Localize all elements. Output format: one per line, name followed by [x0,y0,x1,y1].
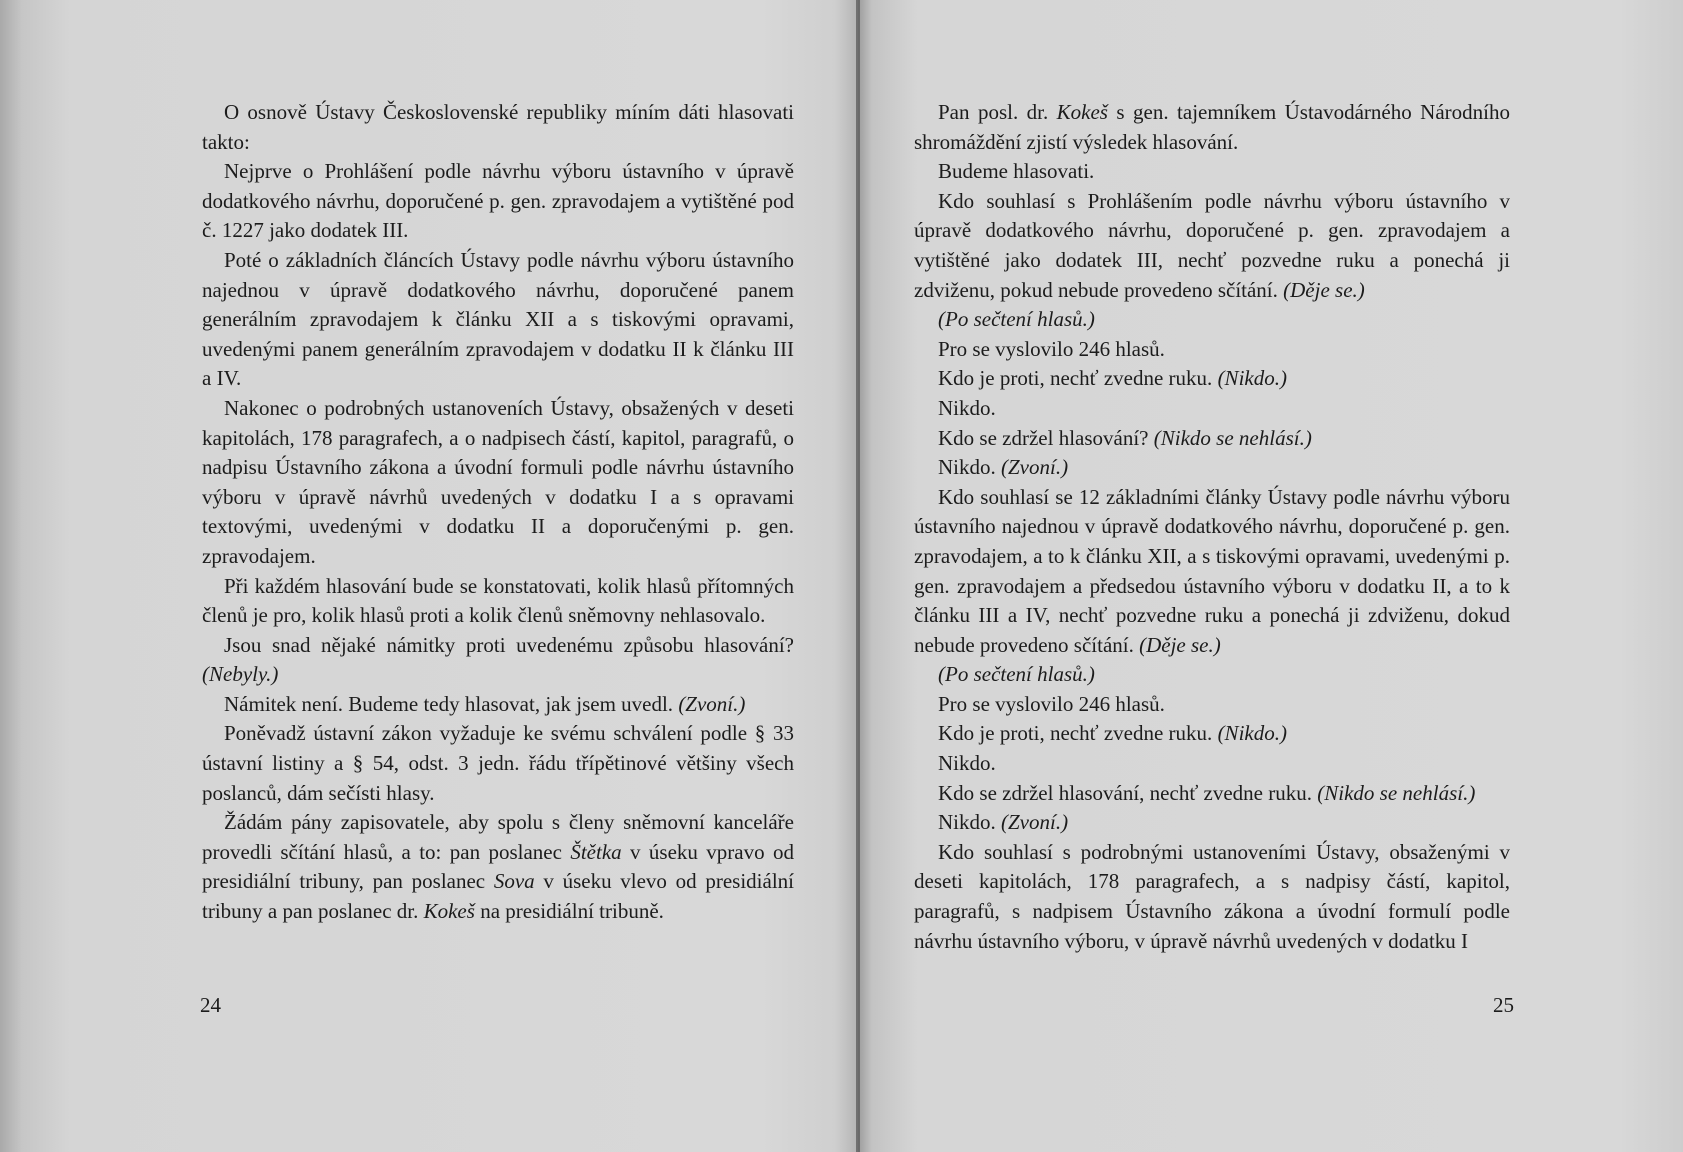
stage-direction: (Po sečtení hlasů.) [938,662,1095,687]
book-gutter [856,0,860,1152]
paragraph: Nikdo. (Zvoní.) [938,810,1069,835]
paragraph: O osnově Ústavy Československé republiky míním dáti hlasovati takto: [202,100,794,154]
paragraph: Nikdo. (Zvoní.) [938,455,1069,480]
paragraph: Žádám pány zapisovatele, aby spolu s členy sněmovní kanceláře provedli sčítání hlasů, a to: pan poslanec Štětka v úseku vpravo od presidiální tribuny, pan poslanec Sova v úseku vlevo od presidiální tribuny a pan poslanec dr. Kokeš na presidiální tribuně. [202,810,795,924]
paragraph: Nikdo. [938,751,996,776]
paragraph: Kdo souhlasí s podrobnými ustanoveními Ústavy, obsaženými v deseti kapitolách, 178 paragrafech, a s nadpisy částí, kapitol, paragrafů, s nadpisem Ústavního zákona a úvodní formulí podle návrhu ústavního výboru, v úpravě návrhů uvedených v dodatku I [914,839,1510,953]
paragraph: Při každém hlasování bude se konstatovati, kolik hlasů přítomných členů je pro, kolik hlasů proti a kolik členů sněmovny nehlasovalo. [202,573,794,628]
right-page [858,0,1683,1152]
left-page-text [202,98,794,927]
page-number: 25 [1493,993,1514,1017]
paragraph: Kdo souhlasí s Prohlášením podle návrhu výboru ústavního v úpravě dodatkového návrhu, doporučené p. gen. zpravodajem a vytištěné jako dodatek III, nechť pozvedne ruku a ponechá ji zdviženu, pokud nebude provedeno sčítání. (Děje se.) [914,188,1510,302]
paragraph: Kdo je proti, nechť zvedne ruku. (Nikdo.) [938,721,1287,746]
paragraph: Pro se vyslovilo 246 hlasů. [938,336,1165,361]
page-number: 24 [200,993,221,1017]
paragraph: Pro se vyslovilo 246 hlasů. [938,691,1165,716]
right-page-text [914,98,1510,956]
paragraph: Kdo souhlasí se 12 základními články Ústavy podle návrhu výboru ústavního najednou v úpravě dodatkového návrhu, doporučené p. gen. zpravodajem, a to k článku XII, a s tiskovými opravami, uvedenými p. gen. zpravodajem a předsedou ústavního výboru v dodatku II, a to k článku III a IV, nechť pozvedne ruku a ponechá ji zdviženu, dokud nebude provedeno sčítání. (Děje se.) [914,484,1510,657]
paragraph: Pan posl. dr. Kokeš s gen. tajemníkem Ústavodárného Národního shromáždění zjistí výsledek hlasování. [914,100,1510,154]
paragraph: Kdo se zdržel hlasování, nechť zvedne ruku. (Nikdo se nehlásí.) [938,780,1476,805]
paragraph: Kdo je proti, nechť zvedne ruku. (Nikdo.) [938,366,1287,391]
paragraph: Nikdo. [938,395,996,420]
stage-direction: (Po sečtení hlasů.) [938,307,1095,332]
paragraph: Námitek není. Budeme tedy hlasovat, jak jsem uvedl. (Zvoní.) [224,691,746,716]
paragraph: Budeme hlasovati. [938,159,1095,184]
paragraph: Poté o základních článcích Ústavy podle návrhu výboru ústavního najednou v úpravě dodatkového návrhu, doporučené panem generálním zpravodajem k článku XII a s tiskovými opravami, uvedenými panem generálním zpravodajem v dodatku II k článku III a IV. [202,247,794,391]
paragraph: Jsou snad nějaké námitky proti uvedenému způsobu hlasování? (Nebyly.) [202,632,794,687]
paragraph: Nejprve o Prohlášení podle návrhu výboru ústavního v úpravě dodatkového návrhu, doporučené p. gen. zpravodajem a vytištěné pod č. 1227 jako dodatek III. [202,159,794,243]
paragraph: Poněvadž ústavní zákon vyžaduje ke svému schválení podle § 33 ústavní listiny a § 54, odst. 3 jedn. řádu třípětinové většiny všech poslanců, dám sečísti hlasy. [202,721,794,805]
paragraph: Kdo se zdržel hlasování? (Nikdo se nehlásí.) [938,425,1312,450]
paragraph: Nakonec o podrobných ustanoveních Ústavy, obsažených v deseti kapitolách, 178 paragrafech, a o nadpisech částí, kapitol, paragrafů, o nadpisu Ústavního zákona a úvodní formuli podle návrhu ústavního výboru v úpravě návrhů uvedených v dodatku I a s opravami textovými, uvedenými v dodatku II a doporučenými p. gen. zpravodajem. [202,395,794,568]
